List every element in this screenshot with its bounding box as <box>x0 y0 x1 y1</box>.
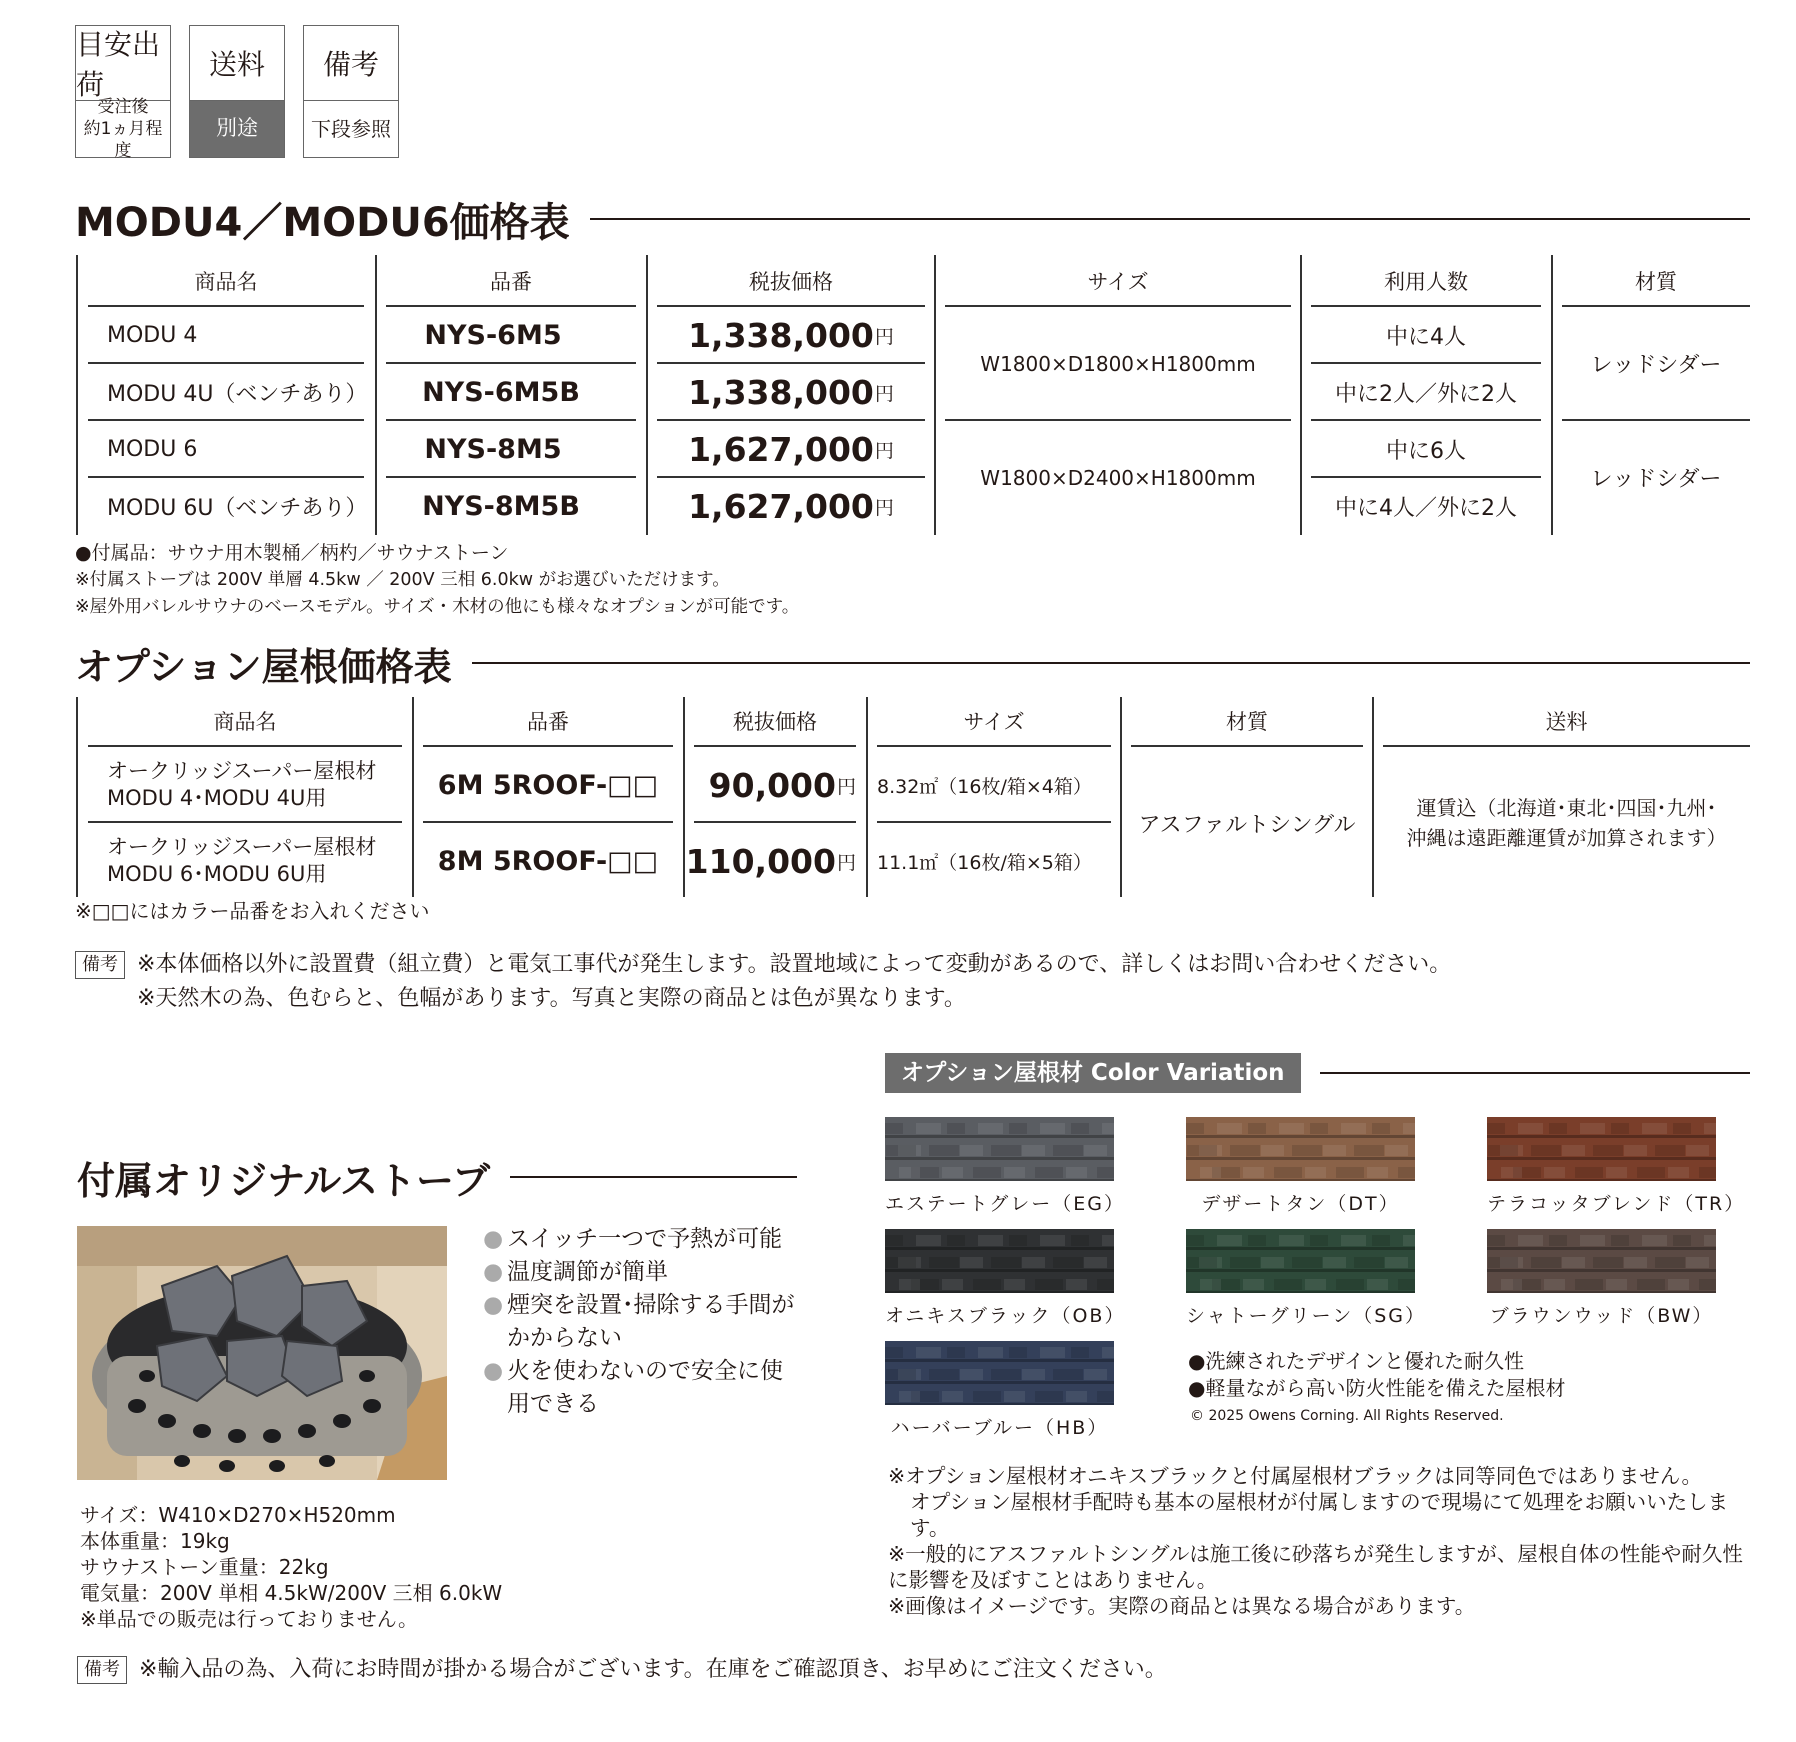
t1-row2-price-cell <box>657 367 925 417</box>
t2-row1-name-line1: オークリッジスーパー屋根材 <box>107 759 377 783</box>
t1-row1-price: 1,338,000 <box>688 315 874 355</box>
color-swatch <box>885 1117 1114 1181</box>
hline <box>386 362 636 364</box>
vline <box>1120 697 1122 897</box>
stove-illustration <box>77 1226 447 1480</box>
title-rule <box>590 218 1750 220</box>
vline <box>412 697 414 897</box>
t1-header-material: 材質 <box>1635 270 1677 294</box>
stove-feature-text: スイッチ一つで予熱が可能 <box>507 1226 783 1252</box>
hline <box>1311 476 1541 478</box>
hline <box>88 362 364 364</box>
hline <box>88 419 364 421</box>
bullet-icon: ● <box>483 1226 504 1252</box>
hline <box>88 821 402 823</box>
t2-row2-code: 8M 5ROOF-□□ <box>437 845 659 877</box>
t1-row4-name: MODU 6U（ベンチあり） <box>107 495 368 521</box>
remarks-text: ※輸入品の為、入荷にお時間が掛かる場合がございます。在庫をご確認頂き、お早めにご注文ください。 <box>139 1657 1167 1682</box>
shipping-box-eta <box>75 25 171 162</box>
t1-row4-people: 中に4人／外に2人 <box>1335 495 1517 521</box>
roof-notes <box>888 1463 1758 1619</box>
vline <box>866 697 868 897</box>
t1-header-name: 商品名 <box>194 270 258 294</box>
hline <box>386 476 636 478</box>
yen-unit: 円 <box>874 496 894 519</box>
stove-feature-text: 温度調節が簡単 <box>507 1259 668 1285</box>
eta-line1: 受注後 <box>97 96 149 117</box>
copyright: © 2025 Owens Corning. All Rights Reserved. <box>1190 1408 1504 1424</box>
hline <box>945 419 1291 421</box>
t1-row3-price: 1,627,000 <box>688 429 874 469</box>
table1-note: ※付属ストーブは 200V 単層 4.5kw ／ 200V 三相 6.0kw がお選びいただけます。 <box>75 570 730 590</box>
color-swatch <box>1186 1117 1415 1181</box>
color-swatch-label: テラコッタブレンド（TR） <box>1487 1193 1746 1215</box>
t2-row1-price: 90,000 <box>708 765 836 805</box>
color-swatch <box>1487 1229 1716 1293</box>
color-swatch <box>1186 1229 1415 1293</box>
hline <box>386 419 636 421</box>
hline <box>423 745 673 747</box>
yen-unit: 円 <box>874 439 894 462</box>
table1-note: ●付属品：サウナ用木製桶／柄杓／サウナストーン <box>75 542 509 564</box>
t1-size-modu4: W1800×D1800×H1800mm <box>980 351 1256 376</box>
stove-feature <box>483 1223 803 1256</box>
t1-row2-code: NYS-6M5B <box>422 376 580 408</box>
stove-title <box>77 1152 797 1202</box>
stove-spec: サイズ：W410×D270×H520mm <box>80 1503 396 1527</box>
roof-features <box>1188 1348 1565 1402</box>
hline <box>1131 745 1363 747</box>
t2-row1-size: 8.32㎡（16枚/箱×4箱） <box>877 775 1092 798</box>
hline <box>945 305 1291 307</box>
t2-header-shipping: 送料 <box>1545 710 1588 734</box>
t1-row2-price: 1,338,000 <box>688 372 874 412</box>
remarks-tag: 備考 <box>75 951 125 979</box>
t2-header-price: 税抜価格 <box>733 710 817 734</box>
stove-feature <box>483 1256 803 1289</box>
hline <box>88 745 402 747</box>
t1-row3-code: NYS-8M5 <box>424 433 562 465</box>
vline <box>76 255 78 535</box>
hline <box>657 362 925 364</box>
vline <box>683 697 685 897</box>
vline <box>1551 255 1553 535</box>
table1-note: ※屋外用バレルサウナのベースモデル。サイズ・木材の他にも様々なオプションが可能です。 <box>75 597 800 617</box>
t1-row4-price-cell <box>657 481 925 531</box>
yen-unit: 円 <box>836 851 856 874</box>
note-title: 備考 <box>304 26 398 101</box>
table2-title-text: オプション屋根価格表 <box>75 644 452 689</box>
eta-line2: 約1ヵ月程度 <box>83 118 163 162</box>
t2-row1-name <box>107 752 407 818</box>
bullet-icon: ● <box>483 1292 504 1318</box>
t2-header-material: 材質 <box>1226 710 1268 734</box>
color-swatch-label: エステートグレー（EG） <box>885 1193 1125 1215</box>
t2-shipping-line1: 運賃込（北海道･東北･四国･九州･ <box>1416 796 1717 820</box>
stove-title-text: 付属オリジナルストーブ <box>77 1158 491 1203</box>
shipping-box-note <box>303 25 399 158</box>
stove-feature <box>483 1289 803 1355</box>
color-swatch-label: デザートタン（DT） <box>1201 1193 1400 1215</box>
t2-row1-name-line2: MODU 4･MODU 4U用 <box>107 786 327 810</box>
t1-row2-people: 中に2人／外に2人 <box>1335 381 1517 407</box>
title-rule <box>472 662 1750 664</box>
stove-feature-text: 火を使わないので安全に使用できる <box>507 1358 783 1417</box>
t1-row1-code: NYS-6M5 <box>424 319 562 351</box>
color-swatch <box>885 1229 1114 1293</box>
t2-row2-size: 11.1㎡（16枚/箱×5箱） <box>877 851 1092 874</box>
t2-row2-name <box>107 828 407 894</box>
vline <box>76 697 78 897</box>
t1-header-people: 利用人数 <box>1384 270 1468 294</box>
hline <box>1562 419 1750 421</box>
hline <box>694 821 856 823</box>
stove-spec: 本体重量：19kg <box>80 1529 230 1553</box>
t1-size-modu6: W1800×D2400×H1800mm <box>980 465 1256 490</box>
yen-unit: 円 <box>874 325 894 348</box>
fee-value: 別途 <box>190 101 284 157</box>
t2-shipping <box>1383 752 1750 894</box>
hline <box>877 821 1111 823</box>
color-swatch <box>885 1341 1114 1405</box>
t2-header-size: サイズ <box>963 710 1025 734</box>
table2-title <box>75 638 1750 688</box>
remarks-import <box>77 1653 1677 1687</box>
t1-row4-code: NYS-8M5B <box>422 490 580 522</box>
hline <box>1311 305 1541 307</box>
t1-row2-name: MODU 4U（ベンチあり） <box>107 381 368 407</box>
bullet-icon: ● <box>483 1259 504 1285</box>
stove-spec: 電気量：200V 単相 4.5kW/200V 三相 6.0kW <box>80 1581 503 1605</box>
hline <box>1311 362 1541 364</box>
hline <box>88 305 364 307</box>
t1-material-modu6: レッドシダー <box>1590 467 1722 492</box>
t2-row2-name-line1: オークリッジスーパー屋根材 <box>107 835 377 859</box>
hline <box>694 745 856 747</box>
color-swatch <box>1487 1117 1716 1181</box>
color-swatch-label: ハーバーブルー（HB） <box>890 1417 1109 1439</box>
color-swatch-label: オニキスブラック（OB） <box>885 1305 1126 1327</box>
shipping-box-fee <box>189 25 285 158</box>
vline <box>1300 255 1302 535</box>
t1-header-code: 品番 <box>490 270 532 294</box>
t2-row2-price-cell <box>685 828 856 894</box>
t1-row1-people: 中に4人 <box>1386 324 1466 350</box>
roof-feature: ●洗練されたデザインと優れた耐久性 <box>1188 1349 1525 1373</box>
hline <box>386 305 636 307</box>
remarks-line: ※本体価格以外に設置費（組立費）と電気工事代が発生します。設置地域によって変動があるので、詳しくはお問い合わせください。 <box>137 952 1452 977</box>
color-variation-header: オプション屋根材 Color Variation <box>885 1053 1301 1093</box>
t2-header-name: 商品名 <box>213 710 277 734</box>
table1-notes <box>75 540 799 621</box>
hline <box>657 305 925 307</box>
t1-row1-name: MODU 4 <box>107 322 198 348</box>
stove-features <box>483 1223 803 1421</box>
roof-note: ※オプション屋根材オニキスブラックと付属屋根材ブラックは同等同色ではありません。 <box>888 1464 1703 1488</box>
hline <box>1311 419 1541 421</box>
note-value: 下段参照 <box>311 117 391 141</box>
vline <box>646 255 648 535</box>
t2-row2-name-line2: MODU 6･MODU 6U用 <box>107 862 327 886</box>
hline <box>88 476 364 478</box>
title-rule <box>510 1176 797 1178</box>
remarks-main <box>75 948 1775 1016</box>
hline <box>1562 305 1750 307</box>
roof-note: ※画像はイメージです。実際の商品とは異なる場合があります。 <box>888 1594 1476 1618</box>
t1-header-price: 税抜価格 <box>749 270 833 294</box>
hline <box>1383 745 1750 747</box>
t1-row3-people: 中に6人 <box>1386 438 1466 464</box>
remarks-tag: 備考 <box>77 1656 127 1684</box>
vline <box>375 255 377 535</box>
hline <box>423 821 673 823</box>
t1-row1-price-cell <box>657 310 925 360</box>
vline <box>1372 697 1374 897</box>
remarks-text <box>137 948 1451 1016</box>
title-rule <box>1320 1072 1750 1074</box>
color-swatch-label: ブラウンウッド（BW） <box>1489 1305 1714 1327</box>
roof-note: オプション屋根材手配時も基本の屋根材が付属しますので現場にて処理をお願いいたします。 <box>910 1490 1729 1540</box>
stove-feature-text: 煙突を設置･掃除する手間がかからない <box>507 1292 795 1351</box>
t1-row4-price: 1,627,000 <box>688 486 874 526</box>
stove-spec: ※単品での販売は行っておりません。 <box>80 1607 418 1631</box>
t1-material-modu4: レッドシダー <box>1590 353 1722 378</box>
t2-material: アスファルトシングル <box>1138 812 1356 838</box>
hline <box>657 419 925 421</box>
stove-photo <box>77 1226 447 1480</box>
t1-header-size: サイズ <box>1087 270 1149 294</box>
shipping-info <box>75 25 399 162</box>
t2-row2-price: 110,000 <box>685 841 836 881</box>
eta-value <box>76 96 170 162</box>
hline <box>657 476 925 478</box>
bullet-icon: ● <box>483 1358 504 1384</box>
stove-spec: サウナストーン重量：22kg <box>80 1555 329 1579</box>
t2-row1-code: 6M 5ROOF-□□ <box>437 769 659 801</box>
t2-row1-price-cell <box>694 752 856 818</box>
hline <box>877 745 1111 747</box>
stove-specs <box>80 1502 502 1632</box>
t2-header-code: 品番 <box>527 710 569 734</box>
remarks-line: ※天然木の為、色むらと、色幅があります。写真と実際の商品とは色が異なります。 <box>137 986 966 1011</box>
yen-unit: 円 <box>836 775 856 798</box>
table1-title-text: MODU4／MODU6価格表 <box>75 199 570 246</box>
roof-feature: ●軽量ながら高い防火性能を備えた屋根材 <box>1188 1376 1566 1400</box>
stove-feature <box>483 1355 803 1421</box>
color-swatch-label: シャトーグリーン（SG） <box>1186 1305 1427 1327</box>
t2-shipping-line2: 沖縄は遠距離運賃が加算されます） <box>1406 826 1727 850</box>
t1-row3-price-cell <box>657 424 925 474</box>
eta-title: 目安出荷 <box>76 26 170 101</box>
t1-row3-name: MODU 6 <box>107 436 198 462</box>
roof-note: ※一般的にアスファルトシングルは施工後に砂落ちが発生しますが、屋根自体の性能や耐久性に影響を及ぼすことはありません。 <box>888 1542 1743 1592</box>
table1-title <box>75 193 1750 245</box>
vline <box>934 255 936 535</box>
yen-unit: 円 <box>874 382 894 405</box>
fee-title: 送料 <box>190 26 284 101</box>
table2-note: ※□□にはカラー品番をお入れください <box>75 899 430 923</box>
